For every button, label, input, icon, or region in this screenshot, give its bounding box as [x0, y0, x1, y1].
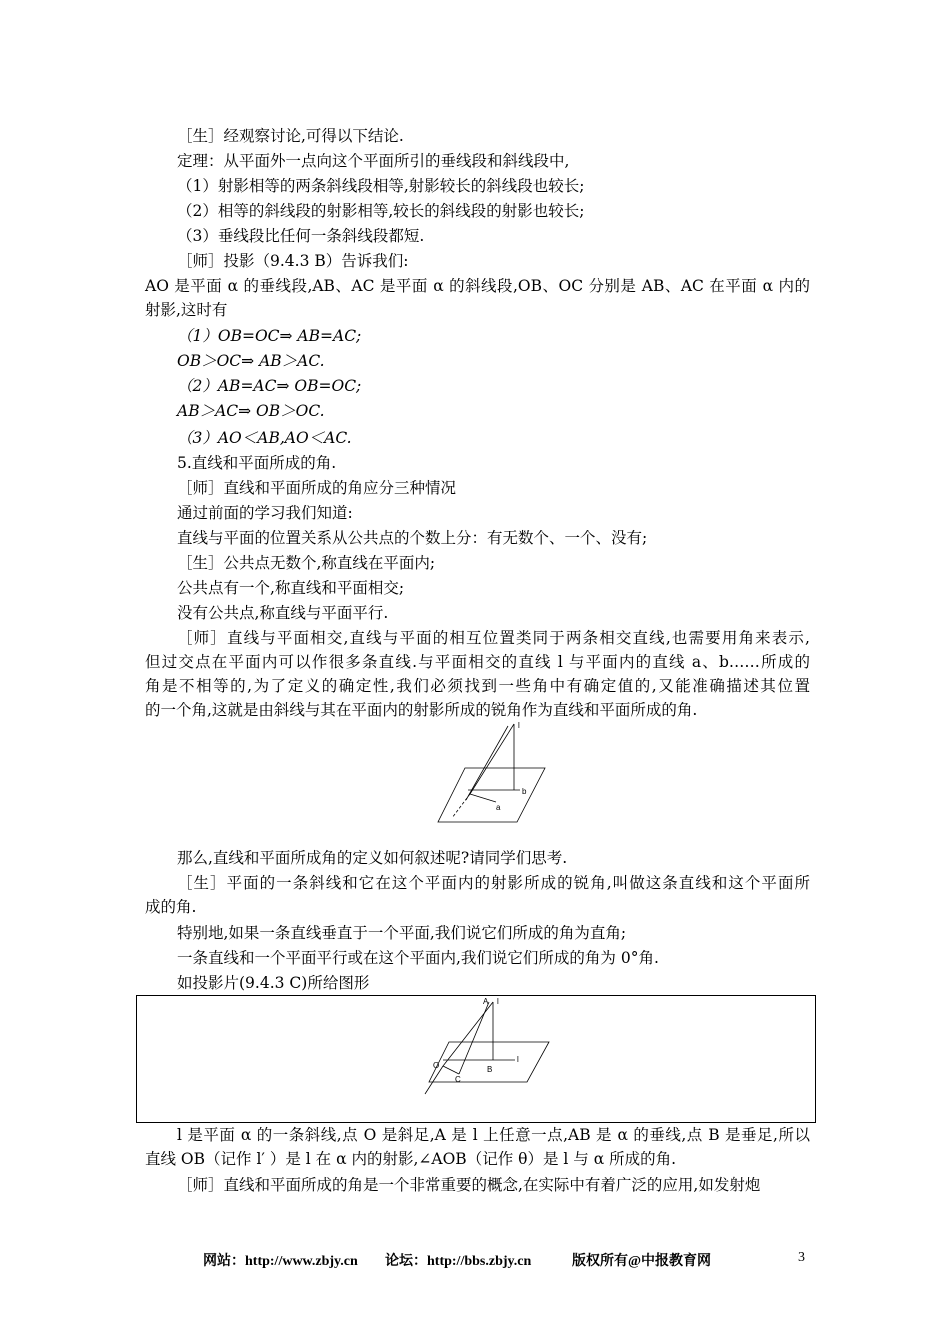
label-l-prime: l — [517, 1055, 519, 1064]
line-AO — [443, 1002, 493, 1066]
label-O: O — [433, 1061, 440, 1070]
line-22: 一条直线和一个平面平行或在这个平面内,我们说它们所成的角为 0°角. — [177, 949, 659, 967]
teacher-line-1: ［师］投影（9.4.3 B）告诉我们: — [177, 252, 409, 270]
line-OC — [443, 1066, 459, 1074]
plane-outline — [438, 768, 545, 822]
label-C: C — [455, 1075, 461, 1084]
relation-5: （3）AO＜AB,AO＜AC. — [177, 429, 352, 447]
label-a: a — [496, 803, 501, 812]
oblique-line-l — [470, 724, 514, 794]
paragraph-ao — [145, 276, 810, 324]
footer-copyright: 版权所有@中报教育网 — [572, 1254, 712, 1269]
paragraph-teacher-row-3: 角是不相等的,为了定义的确定性,我们必须找到一些角中有确定值的,又能准确描述其位置 — [145, 677, 810, 695]
figure-box — [136, 995, 816, 1123]
theorem-line: 定理：从平面外一点向这个平面所引的垂线段和斜线段中, — [177, 152, 570, 170]
label-B: B — [487, 1065, 493, 1074]
footer-forum[interactable]: 论坛：http://bbs.zbjy.cn — [385, 1254, 532, 1269]
line-1: ［生］经观察讨论,可得以下结论. — [177, 127, 404, 145]
theorem-item-2: （2）相等的斜线段的射影相等,较长的斜线段的射影也较长; — [177, 202, 585, 220]
paragraph-teacher-row-4: 的一个角,这就是由斜线与其在平面内的射影所成的锐角作为直线和平面所成的角. — [145, 701, 698, 719]
oblique-line-2 — [466, 726, 508, 800]
label-A: A — [483, 997, 489, 1006]
page-number: 3 — [798, 1250, 805, 1265]
paragraph-angle-def — [145, 1125, 810, 1173]
line-l-extension — [425, 1066, 443, 1094]
figure-plane-lines — [430, 718, 550, 828]
paragraph-angle-def-row-1: l 是平面 α 的一条斜线,点 O 是斜足,A 是 l 上任意一点,AB 是 α 的垂线,点 B 是垂足,所以 — [177, 1126, 810, 1144]
relation-4: AB＞AC⇒ OB＞OC. — [177, 402, 325, 420]
paragraph-ao-row-2: 射影,这时有 — [145, 301, 228, 319]
section-heading: 5.直线和平面所成的角. — [177, 454, 337, 472]
paragraph-student-def-row-1: ［生］平面的一条斜线和它在这个平面内的射影所成的锐角,叫做这条直线和这个平面所 — [177, 874, 810, 892]
teacher-line-last: ［师］直线和平面所成的角是一个非常重要的概念,在实际中有着广泛的应用,如发射炮 — [177, 1176, 761, 1194]
line-15: 通过前面的学习我们知道: — [177, 504, 353, 522]
line-16: 直线与平面的位置关系从公共点的个数上分：有无数个、一个、没有; — [177, 529, 648, 547]
line-19: 没有公共点,称直线与平面平行. — [177, 604, 389, 622]
relation-2: OB＞OC⇒ AB＞AC. — [177, 352, 325, 370]
label-b: b — [522, 787, 527, 796]
footer-site[interactable]: 网站：http://www.zbjy.cn — [203, 1254, 358, 1269]
paragraph-ao-row-1: AO 是平面 α 的垂线段,AB、AC 是平面 α 的斜线段,OB、OC 分别是 AB、AC 在平面 α 内的 — [145, 277, 810, 295]
line-20: 那么,直线和平面所成角的定义如何叙述呢?请同学们思考. — [177, 849, 568, 867]
theorem-item-3: （3）垂线段比任何一条斜线段都短. — [177, 227, 425, 245]
figure-angle — [419, 996, 559, 1122]
paragraph-angle-def-row-2: 直线 OB（记作 l′ ）是 l 在 α 内的射影,∠AOB（记作 θ）是 l 与 α 所成的角. — [145, 1150, 677, 1168]
paragraph-student-def — [145, 873, 810, 921]
relation-1: （1）OB=OC⇒ AB=AC; — [177, 327, 362, 345]
teacher-line-2: ［师］直线和平面所成的角应分三种情况 — [177, 479, 457, 497]
student-line-1: ［生］公共点无数个,称直线在平面内; — [177, 554, 436, 572]
label-l: l — [497, 997, 499, 1006]
label-l: l — [518, 721, 520, 730]
line-18: 公共点有一个,称直线和平面相交; — [177, 579, 405, 597]
paragraph-student-def-row-2: 成的角. — [145, 898, 197, 916]
line-a — [470, 794, 496, 802]
line-21: 特别地,如果一条直线垂直于一个平面,我们说它们所成的角为直角; — [177, 924, 627, 942]
line-AC — [459, 1002, 489, 1074]
paragraph-teacher-row-2: 但过交点在平面内可以作很多条直线.与平面相交的直线 l 与平面内的直线 a、b……所成的 — [145, 653, 810, 671]
paragraph-teacher-row-1: ［师］直线与平面相交,直线与平面的相互位置类同于两条相交直线,也需要用角来表示, — [177, 629, 810, 647]
plane-outline — [429, 1042, 549, 1082]
theorem-item-1: （1）射影相等的两条斜线段相等,射影较长的斜线段也较长; — [177, 177, 585, 195]
paragraph-teacher — [145, 628, 810, 724]
relation-3: （2）AB=AC⇒ OB=OC; — [177, 377, 362, 395]
line-23: 如投影片(9.4.3 C)所给图形 — [177, 974, 370, 992]
